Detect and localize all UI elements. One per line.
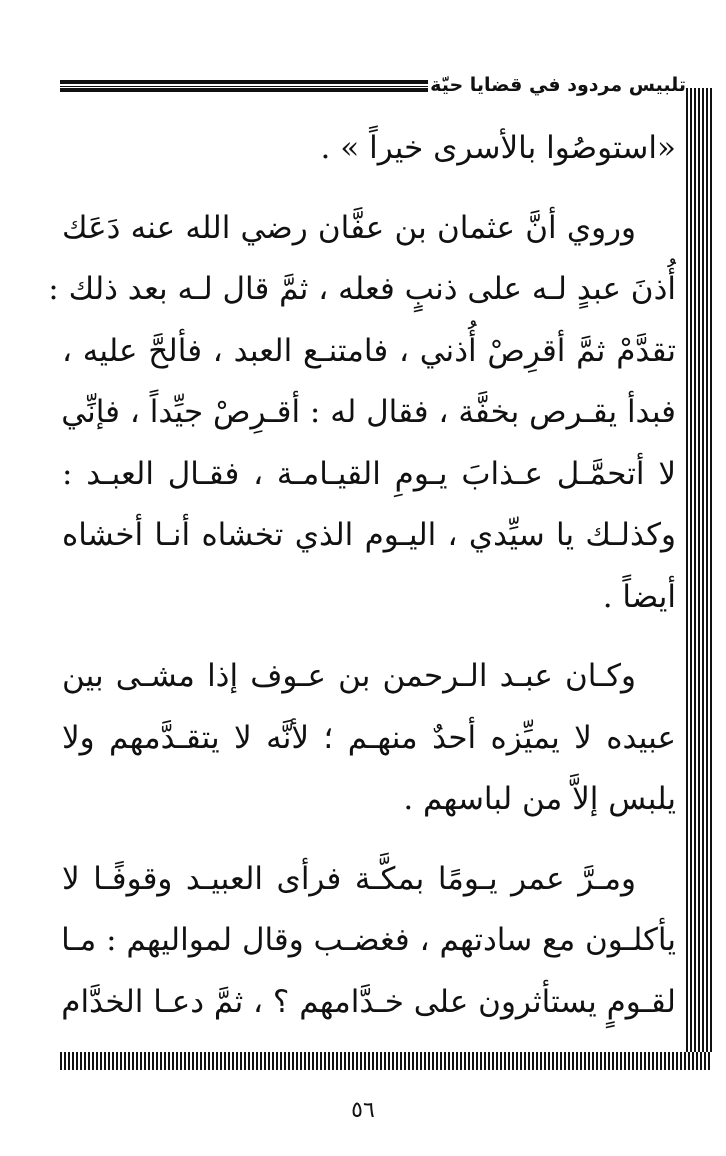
text-line: أيضاً .: [602, 578, 676, 615]
paragraph: [62, 646, 676, 831]
text-line: تقدَّمْ ثمَّ أقرِصْ أُذني ، فامتنـع العبد ، فألحَّ عليه ،: [62, 332, 676, 369]
body-text: [48, 118, 676, 1033]
text-line: يلبس إلاَّ من لباسهم .: [403, 781, 676, 817]
text-line: وروي أنَّ عثمان بن عفَّان رضي الله عنه دَعَك: [62, 209, 636, 246]
paragraph: [62, 849, 676, 1034]
page-number: ٥٦: [351, 1098, 375, 1123]
text-line: أُذنَ عبدٍ لـه على ذنبٍ فعله ، ثمَّ قال لـه بعد ذلك :: [48, 271, 676, 307]
side-border-ornament: [686, 88, 712, 1064]
paragraph: [62, 118, 676, 180]
text-line: لقـومٍ يستأثرون على خـدَّامهم ؟ ، ثمَّ دعـا الخدَّام: [61, 983, 676, 1020]
header-title: تلبيس مردود في قضايا حيّة: [430, 74, 686, 96]
text-line: «استوصُوا بالأسرى خيراً » .: [320, 130, 676, 166]
text-line: يأكلـون مع سادتهم ، فغضـب وقال لمواليهم : مـا: [61, 922, 676, 958]
header-rule: [60, 80, 428, 92]
text-line: فبدأ يقـرص بخفَّة ، فقال له : أقـرِصْ جيِّداً ، فإنِّي: [61, 394, 676, 430]
text-line: عبيده لا يميِّزه أحدٌ منهـم ؛ لأنَّه لا يتقـدَّمهم ولا: [62, 719, 676, 756]
paragraph: [48, 198, 676, 629]
text-line: وكذلـك يا سيِّدي ، اليـوم الذي تخشاه أنـا أخشاه: [62, 517, 676, 553]
bottom-border-ornament: [60, 1052, 712, 1070]
running-header: [60, 70, 686, 100]
text-line: ومـرَّ عمر يـومًا بمكَّـة فرأى العبيـد وقوفًـا لا: [62, 860, 636, 897]
text-line: وكـان عبـد الـرحمن بن عـوف إذا مشـى بين: [62, 658, 636, 694]
text-line: لا أتحمَّـل عـذابَ يـومِ القيـامـة ، فقـال العبـد :: [62, 455, 676, 492]
